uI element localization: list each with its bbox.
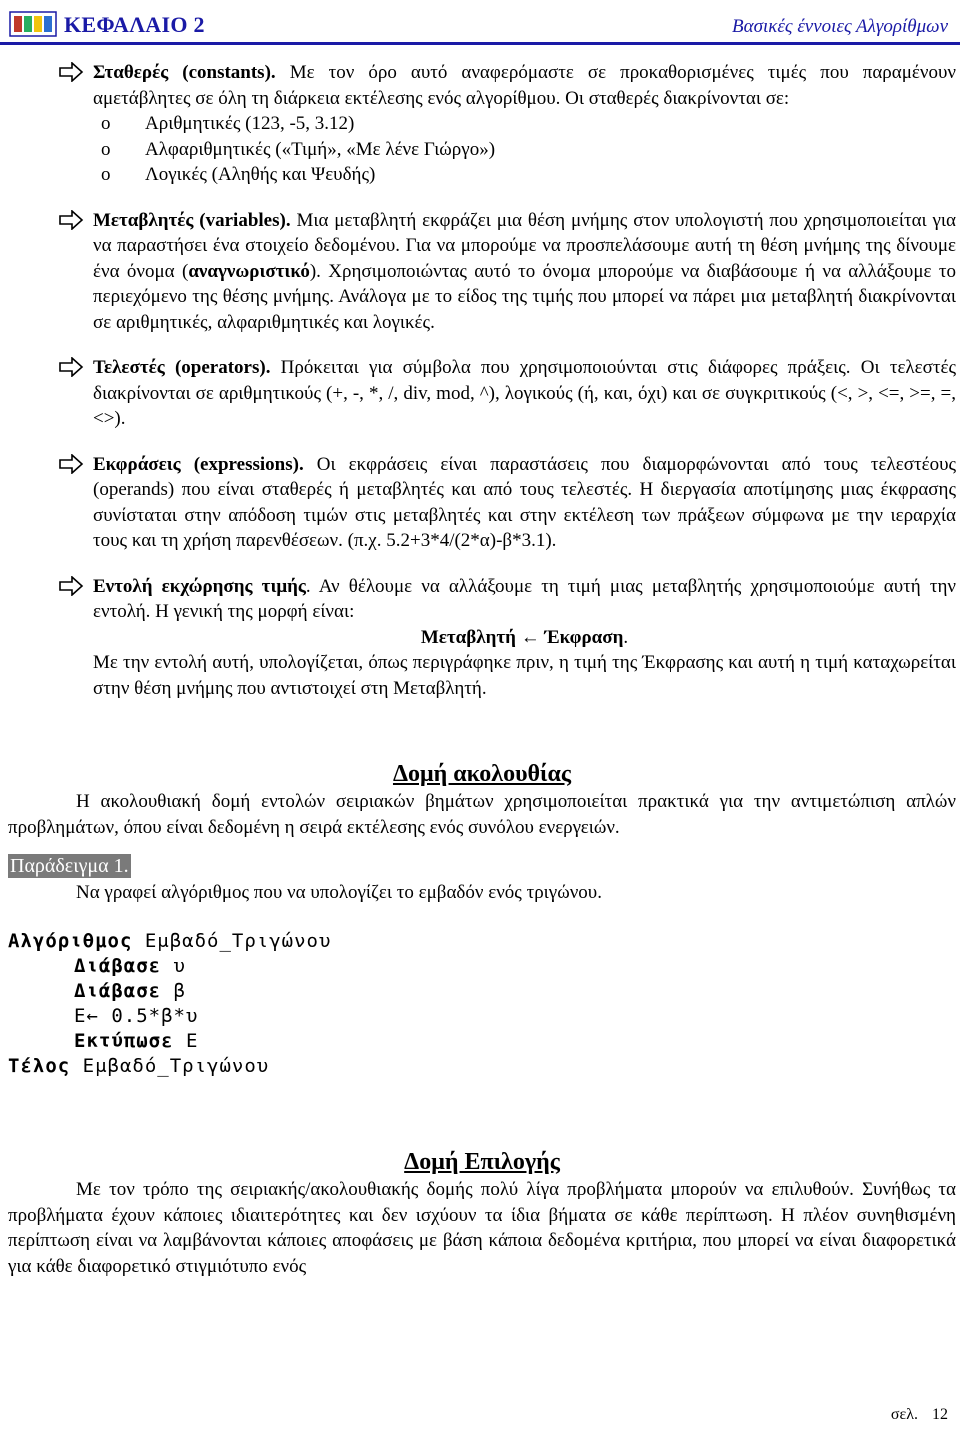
section-title-selection: Δομή Επιλογής (404, 1149, 560, 1175)
hollow-right-arrow-icon (58, 576, 84, 596)
code-line: Εκτύπωσε Ε (74, 1030, 199, 1052)
bullet-constants (8, 60, 956, 111)
term-expressions: Εκφράσεις (expressions). (93, 453, 304, 475)
list-item: o Λογικές (Αληθής και Ψευδής) (101, 162, 956, 188)
page-footer (891, 1406, 948, 1424)
selection-paragraph: Με τον τρόπο της σειριακής/ακολουθιακής δομής πολύ λίγα προβλήματα μπορούν να επιλυθούν. Συνήθως τα προβλήματα έχουν κάποιες ιδιαιτερότητες και δεν ισχύουν τα ίδια βήματα σε κάθε περίπτωση. Η πλέον συνηθισμένη περίπτωση είναι να λαμβάνονται κάποιες αποφάσεις με βάση κάποια δεδομένα κριτήρια, που μπορεί να είναι διαφορετικά για κάθε διαφορετικό στιγμιότυπο ενός (8, 1179, 956, 1277)
hollow-right-arrow-icon (58, 210, 84, 230)
term-constants: Σταθερές (constants). (93, 62, 276, 83)
sequence-paragraph: Η ακολουθιακή δομή εντολών σειριακών βημάτων χρησιμοποιείται πρακτικά για την αντιμετώπιση απλών προβλημάτων, όπου είναι δεδομένη η σειρά εκτέλεσης ενός συνόλου ενεργειών. (8, 791, 956, 838)
list-marker: o (101, 113, 111, 134)
term-assignment: Εντολή εκχώρησης τιμής (93, 575, 306, 597)
page-header (0, 0, 960, 46)
bullet-operators: Τελεστές (operators). Πρόκειται για σύμβολα που χρησιμοποιούνται στις διάφορες πράξεις. Οι τελεστές διακρίνονται σε αριθμητικούς (+, -, *, /, div, mod, ^), λογικούς (ή, και, όχι) και σε συγκριτικούς (<, >, <=, >=, =, <>). (8, 355, 956, 432)
book-logo-icon (8, 8, 58, 38)
page-number: 12 (932, 1406, 948, 1423)
term-variables: Μεταβλητές (variables). (93, 209, 291, 231)
list-item: o Αλφαριθμητικές («Τιμή», «Με λένε Γιώργο») (101, 137, 956, 163)
assignment-form: Μεταβλητή ← Έκφραση. (420, 626, 629, 648)
page-label: σελ. (890, 1406, 918, 1423)
chapter-title: ΚΕΦΑΛΑΙΟ 2 (64, 12, 205, 37)
example-task: Να γραφεί αλγόριθμος που να υπολογίζει το εμβαδόν ενός τριγώνου. (76, 881, 602, 903)
code-line: Διάβασε β (74, 980, 186, 1002)
constants-text: Με τον όρο αυτό αναφερόμαστε σε προκαθορισμένες τιμές που παραμένουν αμετάβλητες σε όλη τη διάρκεια εκτέλεσης ενός αλγορίθμου. Οι σταθερές διακρίνονται σε: (93, 62, 956, 109)
code-line: Αλγόριθμος Εμβαδό_Τριγώνου (8, 930, 332, 952)
assignment-explanation: Με την εντολή αυτή, υπολογίζεται, όπως περιγράφηκε πριν, η τιμή της Έκφρασης και αυτή η τιμή καταχωρείται στην θέση μνήμης που αντιστοιχεί στη Μεταβλητή. (93, 652, 956, 699)
list-item: o Αριθμητικές (123, -5, 3.12) (101, 111, 956, 137)
page-content (8, 60, 956, 1279)
code-line: Τέλος Εμβαδό_Τριγώνου (8, 1055, 270, 1077)
list-marker: o (101, 164, 111, 185)
header-subject: Βασικές έννοιες Αλγορίθμων (732, 16, 948, 37)
constants-types-list (8, 111, 956, 188)
term-identifier: αναγνωριστικό (188, 260, 310, 282)
left-arrow-icon: ← (520, 626, 540, 648)
example-label: Παράδειγμα 1. (10, 855, 129, 877)
code-line: Ε← 0.5*β*υ (74, 1005, 199, 1027)
header-divider (0, 42, 960, 45)
left-arrow-icon: ← (86, 1005, 99, 1027)
code-line: Διάβασε υ (74, 955, 186, 977)
term-operators: Τελεστές (operators). (93, 357, 271, 378)
hollow-right-arrow-icon (58, 357, 84, 377)
hollow-right-arrow-icon (58, 62, 84, 82)
hollow-right-arrow-icon (58, 454, 84, 474)
pseudocode-block (8, 929, 956, 1079)
example-heading (8, 854, 956, 880)
list-marker: o (101, 138, 111, 160)
bullet-variables: Μεταβλητές (variables). Μια μεταβλητή εκφράζει μια θέση μνήμης στον υπολογιστή που χρησιμοποιείται για να παραστήσει ένα στοιχείο δεδομένου. Για να μπορούμε να προσπελάσουμε αυτή τη θέση μνήμης της δίνουμε ένα όνομα (αναγνωριστικό). Χρησιμοποιώντας αυτό το όνομα μπορούμε να διαβάσουμε ή να αλλάξουμε το περιεχόμενο της θέσης μνήμης. Ανάλογα με το είδος της τιμής που μπορεί να πάρει μια μεταβλητή διακρίνονται σε αριθμητικές, αλφαριθμητικές και λογικές. (8, 208, 956, 336)
section-title-sequence: Δομή ακολουθίας (392, 761, 572, 787)
bullet-expressions: Εκφράσεις (expressions). Οι εκφράσεις είναι παραστάσεις που διαμορφώνονται από τους τελεστέους (operands) που είναι σταθερές ή μεταβλητές και από τους τελεστές. Η διεργασία αποτίμησης μιας έκφρασης συνίσταται στην απόδοση τιμών στις μεταβλητές και στην εκτέλεση των πράξεων σύμφωνα με την ιεραρχία τους και τη χρήση παρενθέσεων. (π.χ. 5.2+3*4/(2*α)-β*3.1). (8, 452, 956, 554)
bullet-assignment: Εντολή εκχώρησης τιμής. Αν θέλουμε να αλλάξουμε τη τιμή μιας μεταβλητής χρησιμοποιούμε αυτή την εντολή. Η γενική της μορφή είναι: Μεταβλητή ← Έκφραση. Με την εντολή αυτή, υπολογίζεται, όπως περιγράφηκε πριν, η τιμή της Έκφρασης και αυτή η τιμή καταχωρείται στην θέση μνήμης που αντιστοιχεί στη Μεταβλητή. (8, 574, 956, 702)
